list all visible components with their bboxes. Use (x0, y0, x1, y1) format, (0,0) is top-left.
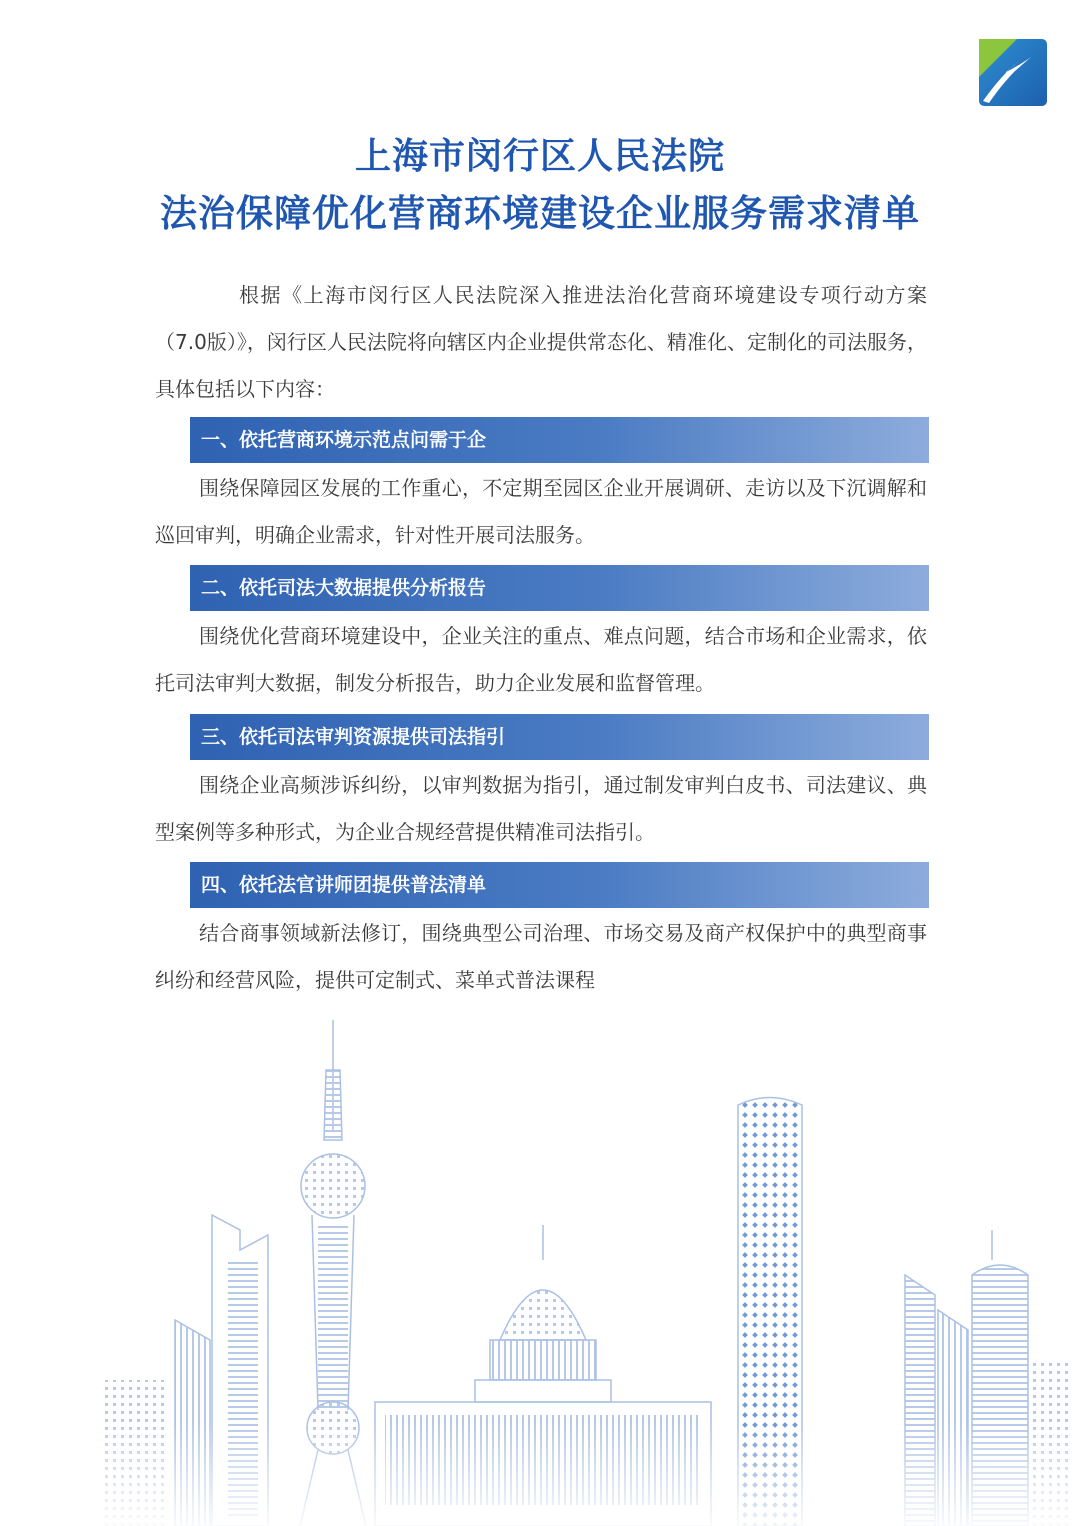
section-3-body: 围绕企业高频涉诉纠纷，以审判数据为指引，通过制发审判白皮书、司法建议、典型案例等多种形式，为企业合规经营提供精准司法指引。 (155, 773, 927, 844)
section-4-heading: 四、依托法官讲师团提供普法清单 (190, 862, 929, 908)
section-4-body: 结合商事领域新法修订，围绕典型公司治理、市场交易及商产权保护中的典型商事纠纷和经营风险，提供可定制式、菜单式普法课程 (155, 921, 927, 992)
section-2-body: 围绕优化营商环境建设中，企业关注的重点、难点问题，结合市场和企业需求，依托司法审判大数据，制发分析报告，助力企业发展和监督管理。 (155, 624, 927, 695)
title-line-1: 上海市闵行区人民法院 (354, 136, 725, 177)
section-3-heading: 三、依托司法审判资源提供司法指引 (190, 714, 929, 760)
section-2-heading: 二、依托司法大数据提供分析报告 (190, 565, 929, 611)
section-1-heading: 一、依托营商环境示范点问需于企 (190, 417, 929, 463)
title-line-2: 法治保障优化营商环境建设企业服务需求清单 (160, 192, 920, 235)
city-skyline-icon (0, 1010, 1080, 1526)
court-logo-icon (979, 39, 1047, 106)
section-1-body: 围绕保障园区发展的工作重心，不定期至园区企业开展调研、走访以及下沉调解和巡回审判，明确企业需求，针对性开展司法服务。 (155, 476, 927, 547)
intro-paragraph: 根据《上海市闵行区人民法院深入推进法治化营商环境建设专项行动方案（7.0版）》，闵行区人民法院将向辖区内企业提供常态化、精准化、定制化的司法服务，具体包括以下内容： (155, 283, 927, 401)
